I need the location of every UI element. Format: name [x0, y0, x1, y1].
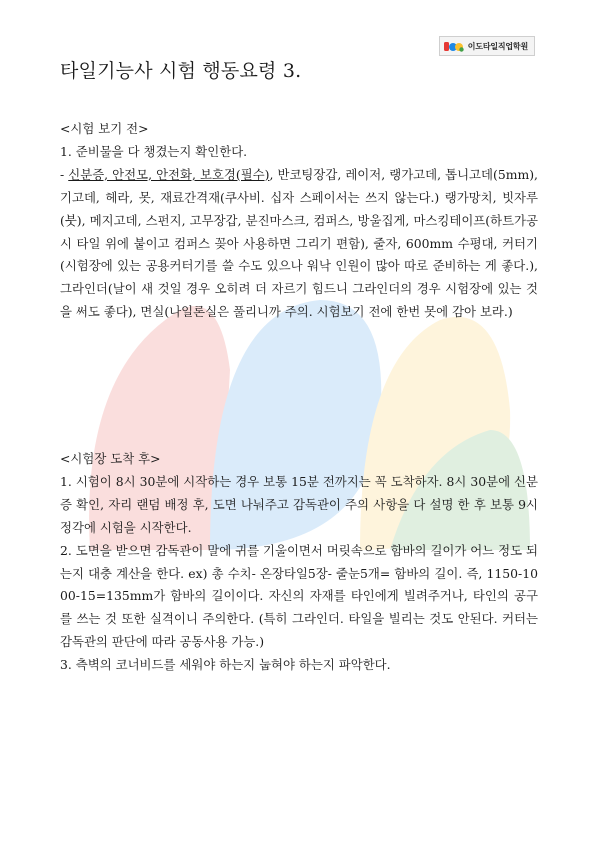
page-title: 타일기능사 시험 행동요령 3.: [60, 60, 302, 82]
section-after-arrival: [60, 448, 538, 677]
logo-mark-icon: [444, 41, 464, 52]
required-items: 신분증, 안전모, 안전화, 보호경(필수): [68, 166, 270, 182]
brand-logo: [439, 36, 535, 56]
supplies-list: [60, 164, 538, 324]
paragraph: 1. 시험이 8시 30분에 시작하는 경우 보통 15분 전까지는 꼭 도착하자. 8시 30분에 신분증 확인, 자리 랜덤 배정 후, 도면 나눠주고 감독관이 주의 사항을 다 설명 한 후 보통 9시 정각에 시험을 시작한다.: [60, 473, 538, 535]
list-dash: -: [60, 166, 69, 182]
section-heading: <시험장 도착 후>: [60, 451, 161, 466]
paragraph: 2. 도면을 받으면 감독관이 말에 귀를 기울이면서 머릿속으로 함바의 길이가 어느 정도 되는지 대충 계산을 한다. ex) 총 수치- 온장타일5장- 줄눈5개= 함바의 길이. 즉, 1150-1000-15=135mm가 함바의 길이이다. 자신의 자재를 타인에게 빌려주거나, 타인의 공구를 쓰는 것 또한 실격이니 주의한다. (특히 그라인더. 타일을 빌리는 것도 안된다. 커터는 감독관의 판단에 따라 공동사용 가능.): [60, 542, 539, 650]
logo-text: 이도타일직업학원: [467, 41, 528, 51]
paragraph: 1. 준비물을 다 챙겼는지 확인한다.: [60, 143, 248, 159]
paragraph: 3. 측벽의 코너비드를 세워야 하는지 눕혀야 하는지 파악한다.: [60, 657, 391, 673]
section-heading: <시험 보기 전>: [60, 121, 149, 136]
section-before-exam: [60, 118, 538, 324]
other-items: , 반코팅장갑, 레이저, 랭가고데, 톱니고데(5mm), 기고데, 헤라, 못, 재료간격재(쿠사비. 십자 스페이서는 쓰지 않는다.) 랭가망치, 빗자루(붓), 메지고데, 스펀지, 고무장갑, 분진마스크, 컴퍼스, 방울집게, 마스킹테이프(하트가공시 타일 위에 붙이고 컴퍼스 꽂아 사용하면 그리기 편함), 줄자, 600mm 수평대, 커터기(시험장에 있는 공용커터기를 쓸 수도 있으나 워낙 인원이 많아 따로 준비하는 게 좋다.), 그라인더(날이 새 것일 경우 오히려 더 자르기 힘드니 그라인더의 경우 시험장에 있는 것을 써도 좋다), 면실(나일론실은 풀리니까 주의. 시험보기 전에 한번 못에 감아 보라.): [60, 166, 538, 320]
